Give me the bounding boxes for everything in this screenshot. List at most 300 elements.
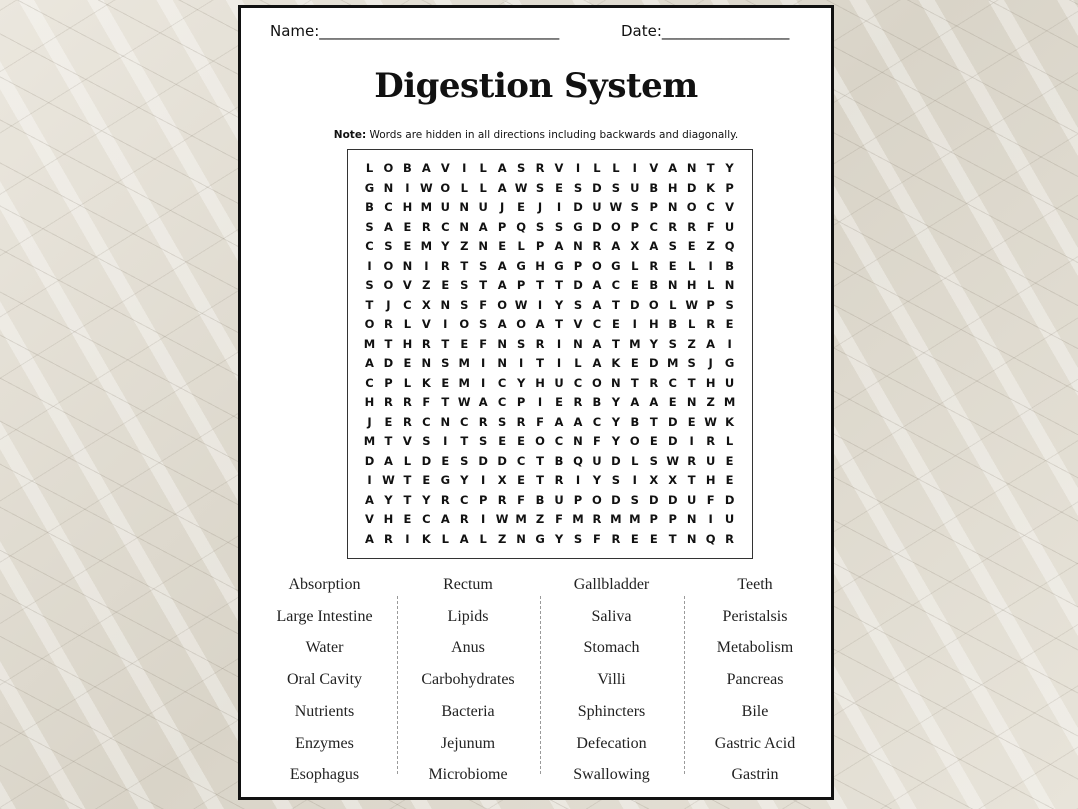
grid-letter: S bbox=[479, 258, 488, 273]
grid-letter: E bbox=[725, 473, 734, 487]
grid-letter: R bbox=[649, 258, 659, 273]
word-list-item: Defecation bbox=[576, 734, 647, 752]
grid-letter: T bbox=[441, 336, 450, 351]
grid-letter: H bbox=[402, 336, 413, 351]
grid-letter: Y bbox=[554, 531, 564, 546]
grid-letter: D bbox=[649, 356, 659, 370]
grid-letter: A bbox=[365, 356, 374, 370]
date-field: Date:_________________ bbox=[621, 22, 790, 40]
grid-letter: E bbox=[687, 414, 696, 429]
grid-letter: F bbox=[422, 395, 431, 409]
grid-row bbox=[348, 510, 752, 530]
grid-letter: L bbox=[593, 161, 601, 175]
grid-letter: I bbox=[632, 317, 637, 331]
grid-letter: C bbox=[573, 375, 583, 390]
grid-letter: E bbox=[725, 453, 734, 468]
grid-letter: Q bbox=[724, 239, 735, 253]
grid-letter: V bbox=[365, 512, 374, 526]
grid-letter: T bbox=[460, 434, 469, 448]
grid-letter: I bbox=[405, 531, 410, 546]
grid-letter: S bbox=[535, 180, 545, 195]
grid-letter: L bbox=[725, 434, 734, 448]
grid-letter: Y bbox=[441, 239, 450, 253]
grid-letter: M bbox=[363, 434, 376, 448]
name-field: Name:________________________________ bbox=[270, 22, 560, 40]
grid-letter: G bbox=[573, 219, 583, 234]
grid-letter: E bbox=[517, 434, 526, 448]
grid-letter: V bbox=[402, 278, 412, 292]
grid-letter: H bbox=[383, 512, 394, 526]
grid-letter: P bbox=[573, 492, 583, 507]
grid-letter: L bbox=[365, 161, 374, 175]
grid-letter: Y bbox=[554, 297, 564, 312]
grid-letter: M bbox=[572, 512, 584, 526]
word-list-item: Swallowing bbox=[573, 766, 650, 784]
grid-letter: G bbox=[554, 258, 564, 273]
grid-letter: N bbox=[686, 531, 697, 546]
grid-letter: X bbox=[497, 473, 507, 487]
grid-letter: I bbox=[556, 356, 562, 370]
grid-letter: T bbox=[687, 375, 696, 390]
grid-row bbox=[348, 374, 752, 394]
grid-letter: N bbox=[440, 414, 451, 429]
grid-letter: A bbox=[497, 258, 507, 273]
grid-letter: N bbox=[686, 161, 697, 175]
grid-letter: D bbox=[630, 297, 640, 312]
grid-letter: R bbox=[440, 258, 450, 273]
grid-letter: N bbox=[573, 239, 583, 253]
grid-letter: N bbox=[497, 336, 507, 351]
grid-letter: I bbox=[443, 317, 448, 331]
grid-letter: M bbox=[420, 200, 433, 214]
grid-letter: F bbox=[536, 414, 544, 429]
grid-letter: W bbox=[457, 395, 471, 409]
word-list-item: Bacteria bbox=[441, 702, 495, 720]
grid-letter: O bbox=[383, 258, 394, 273]
grid-letter: G bbox=[516, 258, 526, 273]
grid-letter: N bbox=[421, 356, 432, 370]
grid-letter: L bbox=[688, 317, 696, 331]
grid-letter: Y bbox=[516, 375, 526, 390]
grid-letter: C bbox=[384, 200, 393, 214]
grid-letter: S bbox=[479, 317, 488, 331]
grid-letter: C bbox=[611, 278, 621, 292]
grid-letter: C bbox=[592, 317, 602, 331]
grid-letter: C bbox=[460, 414, 469, 429]
grid-letter: K bbox=[421, 531, 431, 546]
grid-letter: N bbox=[611, 375, 621, 390]
grid-letter: T bbox=[403, 473, 412, 487]
grid-letter: A bbox=[630, 395, 640, 409]
grid-letter: I bbox=[481, 473, 486, 487]
grid-letter: W bbox=[685, 297, 699, 312]
grid-letter: S bbox=[630, 492, 639, 507]
grid-letter: P bbox=[573, 258, 583, 273]
grid-letter: T bbox=[555, 278, 563, 292]
grid-letter: R bbox=[592, 512, 602, 526]
grid-letter: I bbox=[367, 258, 372, 273]
grid-letter: B bbox=[554, 453, 564, 468]
column-divider bbox=[397, 596, 398, 774]
grid-letter: R bbox=[554, 473, 564, 487]
grid-letter: Q bbox=[705, 531, 716, 546]
word-list-item: Nutrients bbox=[294, 702, 355, 720]
grid-letter: S bbox=[725, 297, 734, 312]
grid-letter: L bbox=[403, 375, 412, 390]
grid-letter: S bbox=[573, 180, 583, 195]
grid-row bbox=[348, 432, 752, 452]
grid-letter: B bbox=[649, 278, 659, 292]
grid-letter: O bbox=[383, 161, 394, 175]
grid-letter: T bbox=[384, 336, 393, 351]
grid-letter: O bbox=[535, 434, 545, 448]
grid-letter: S bbox=[516, 336, 526, 351]
grid-letter: O bbox=[592, 258, 602, 273]
grid-letter: T bbox=[441, 395, 450, 409]
grid-letter: F bbox=[706, 492, 715, 507]
grid-letter: B bbox=[668, 317, 678, 331]
grid-letter: I bbox=[443, 434, 448, 448]
grid-letter: A bbox=[440, 512, 450, 526]
grid-letter: I bbox=[632, 473, 637, 487]
grid-letter: A bbox=[649, 239, 659, 253]
grid-letter: R bbox=[611, 531, 621, 546]
grid-letter: D bbox=[421, 453, 432, 468]
grid-letter: H bbox=[648, 317, 659, 331]
word-column bbox=[253, 576, 396, 786]
grid-letter: D bbox=[592, 219, 602, 234]
grid-letter: O bbox=[459, 317, 470, 331]
note-text: Words are hidden in all directions including backwards and diagonally. bbox=[366, 129, 739, 141]
grid-letter: R bbox=[668, 219, 678, 234]
grid-letter: Y bbox=[460, 473, 469, 487]
grid-row bbox=[348, 257, 752, 277]
grid-letter: F bbox=[479, 336, 488, 351]
grid-letter: A bbox=[421, 161, 431, 175]
grid-letter: E bbox=[555, 395, 563, 409]
grid-letter: M bbox=[458, 356, 470, 370]
grid-letter: L bbox=[574, 356, 582, 370]
grid-letter: R bbox=[592, 239, 602, 253]
grid-letter: C bbox=[422, 414, 431, 429]
grid-letter: L bbox=[517, 239, 525, 253]
grid-letter: R bbox=[402, 414, 412, 429]
grid-letter: E bbox=[630, 278, 639, 292]
grid-letter: I bbox=[367, 473, 372, 487]
grid-letter: T bbox=[479, 278, 488, 292]
word-list-item: Esophagus bbox=[289, 766, 360, 784]
grid-letter: Z bbox=[497, 531, 507, 546]
grid-letter: E bbox=[384, 414, 393, 429]
grid-letter: W bbox=[704, 414, 717, 429]
grid-letter: S bbox=[630, 200, 639, 214]
grid-letter: R bbox=[459, 512, 469, 526]
grid-letter: C bbox=[668, 375, 677, 390]
grid-letter: U bbox=[687, 492, 697, 507]
grid-letter: N bbox=[478, 239, 488, 253]
grid-letter: P bbox=[725, 180, 734, 195]
grid-letter: D bbox=[364, 453, 375, 468]
grid-letter: X bbox=[421, 297, 431, 312]
grid-letter: A bbox=[554, 239, 564, 253]
grid-letter: E bbox=[517, 473, 526, 487]
grid-letter: E bbox=[649, 434, 658, 448]
grid-letter: Q bbox=[573, 453, 583, 468]
grid-letter: H bbox=[402, 200, 413, 214]
grid-letter: N bbox=[686, 395, 697, 409]
grid-letter: F bbox=[592, 434, 601, 448]
grid-letter: R bbox=[649, 375, 659, 390]
grid-letter: B bbox=[365, 200, 374, 214]
word-list-item: Jejunum bbox=[440, 734, 496, 752]
grid-letter: C bbox=[422, 512, 431, 526]
grid-letter: E bbox=[498, 434, 507, 448]
grid-letter: S bbox=[535, 219, 545, 234]
grid-letter: U bbox=[554, 492, 564, 507]
grid-letter: L bbox=[479, 531, 487, 546]
word-list-item: Rectum bbox=[443, 576, 493, 593]
grid-letter: I bbox=[481, 356, 486, 370]
grid-letter: H bbox=[535, 258, 545, 273]
grid-letter: F bbox=[479, 297, 488, 312]
grid-letter: G bbox=[364, 180, 375, 195]
grid-letter: I bbox=[518, 356, 524, 370]
grid-letter: I bbox=[405, 180, 410, 195]
grid-letter: A bbox=[611, 239, 621, 253]
column-divider bbox=[684, 596, 685, 774]
grid-letter: A bbox=[668, 161, 678, 175]
grid-letter: N bbox=[667, 200, 678, 214]
grid-letter: T bbox=[630, 375, 639, 390]
grid-letter: A bbox=[497, 180, 507, 195]
grid-letter: W bbox=[514, 297, 528, 312]
grid-letter: S bbox=[365, 278, 374, 292]
grid-letter: A bbox=[365, 492, 374, 507]
grid-letter: N bbox=[440, 297, 451, 312]
grid-letter: R bbox=[687, 219, 697, 234]
grid-row bbox=[348, 159, 752, 179]
grid-letter: T bbox=[365, 297, 374, 312]
grid-letter: A bbox=[592, 297, 602, 312]
grid-letter: G bbox=[611, 258, 621, 273]
grid-letter: J bbox=[500, 200, 505, 214]
grid-letter: A bbox=[535, 317, 545, 331]
grid-letter: D bbox=[497, 453, 507, 468]
grid-letter: O bbox=[516, 317, 526, 331]
word-list-item: Saliva bbox=[591, 607, 632, 625]
grid-letter: V bbox=[573, 317, 583, 331]
grid-letter: S bbox=[516, 161, 526, 175]
grid-letter: N bbox=[459, 200, 470, 214]
grid-letter: F bbox=[592, 531, 601, 546]
grid-letter: S bbox=[460, 453, 469, 468]
page-title: Digestion System bbox=[374, 66, 698, 106]
grid-letter: D bbox=[611, 453, 621, 468]
grid-letter: C bbox=[365, 239, 374, 253]
grid-letter: N bbox=[724, 278, 735, 292]
word-column bbox=[684, 576, 827, 786]
grid-letter: N bbox=[573, 336, 583, 351]
grid-letter: U bbox=[440, 200, 450, 214]
grid-letter: E bbox=[403, 219, 412, 234]
grid-letter: E bbox=[441, 278, 450, 292]
grid-letter: C bbox=[554, 434, 564, 448]
grid-row bbox=[348, 491, 752, 511]
grid-letter: O bbox=[686, 200, 697, 214]
grid-letter: D bbox=[667, 434, 678, 448]
grid-letter: T bbox=[611, 336, 620, 351]
grid-letter: C bbox=[497, 395, 507, 409]
grid-letter: M bbox=[420, 239, 433, 253]
grid-letter: P bbox=[384, 375, 393, 390]
grid-letter: R bbox=[706, 317, 716, 331]
word-list-item: Pancreas bbox=[726, 671, 784, 689]
grid-letter: H bbox=[705, 375, 716, 390]
grid-letter: A bbox=[497, 317, 507, 331]
grid-letter: E bbox=[630, 356, 639, 370]
grid-letter: E bbox=[649, 531, 658, 546]
grid-letter: S bbox=[573, 531, 583, 546]
grid-letter: B bbox=[649, 180, 659, 195]
grid-letter: O bbox=[497, 297, 508, 312]
grid-letter: A bbox=[554, 414, 564, 429]
grid-letter: R bbox=[535, 161, 545, 175]
grid-letter: T bbox=[668, 531, 677, 546]
grid-letter: O bbox=[629, 434, 640, 448]
word-list-item: Gallbladder bbox=[573, 576, 650, 593]
grid-row bbox=[348, 413, 752, 433]
grid-letter: I bbox=[556, 336, 562, 351]
grid-letter: I bbox=[727, 336, 732, 351]
grid-letter: A bbox=[592, 356, 602, 370]
grid-letter: A bbox=[592, 336, 602, 351]
grid-row bbox=[348, 471, 752, 491]
letter-grid bbox=[347, 149, 753, 559]
grid-letter: A bbox=[365, 531, 374, 546]
grid-letter: C bbox=[516, 453, 526, 468]
grid-letter: W bbox=[419, 180, 433, 195]
grid-letter: P bbox=[706, 297, 715, 312]
grid-letter: R bbox=[478, 414, 488, 429]
grid-letter: G bbox=[440, 473, 451, 487]
grid-letter: B bbox=[592, 395, 602, 409]
grid-letter: L bbox=[441, 531, 449, 546]
word-list-item: Enzymes bbox=[295, 734, 354, 752]
grid-letter: S bbox=[611, 473, 621, 487]
grid-letter: P bbox=[630, 219, 640, 234]
grid-letter: L bbox=[669, 297, 677, 312]
word-list-item: Lipids bbox=[447, 607, 489, 625]
grid-letter: L bbox=[706, 278, 715, 292]
grid-letter: M bbox=[458, 375, 470, 390]
word-list-item: Stomach bbox=[583, 639, 640, 657]
grid-letter: V bbox=[421, 317, 431, 331]
grid-letter: I bbox=[462, 161, 467, 175]
grid-letter: T bbox=[687, 473, 696, 487]
grid-letter: S bbox=[422, 434, 431, 448]
grid-row bbox=[348, 218, 752, 238]
grid-letter: V bbox=[554, 161, 564, 175]
grid-letter: U bbox=[592, 453, 602, 468]
grid-letter: U bbox=[724, 512, 735, 526]
grid-letter: I bbox=[632, 161, 637, 175]
grid-letter: U bbox=[630, 180, 640, 195]
grid-letter: N bbox=[402, 258, 413, 273]
grid-letter: L bbox=[403, 317, 412, 331]
grid-letter: S bbox=[498, 414, 507, 429]
word-list-item: Microbiome bbox=[428, 766, 508, 784]
grid-row bbox=[348, 452, 752, 472]
grid-letter: L bbox=[479, 180, 487, 195]
grid-letter: O bbox=[592, 375, 602, 390]
grid-letter: E bbox=[668, 258, 677, 273]
grid-letter: S bbox=[460, 297, 469, 312]
grid-letter: A bbox=[383, 453, 393, 468]
grid-letter: D bbox=[724, 492, 735, 507]
word-list-item: Peristalsis bbox=[722, 607, 788, 625]
grid-letter: I bbox=[689, 434, 694, 448]
grid-letter: L bbox=[403, 453, 412, 468]
grid-letter: Y bbox=[611, 414, 621, 429]
grid-letter: D bbox=[649, 492, 659, 507]
grid-letter: P bbox=[535, 239, 545, 253]
grid-letter: U bbox=[592, 200, 602, 214]
grid-letter: Y bbox=[592, 473, 602, 487]
word-list-item: Teeth bbox=[737, 576, 773, 593]
grid-letter: T bbox=[536, 356, 544, 370]
grid-letter: P bbox=[649, 512, 658, 526]
grid-letter: O bbox=[440, 180, 451, 195]
grid-letter: R bbox=[402, 395, 412, 409]
grid-letter: T bbox=[536, 453, 544, 468]
grid-letter: L bbox=[612, 161, 620, 175]
grid-letter: I bbox=[708, 512, 713, 526]
grid-letter: P bbox=[668, 512, 677, 526]
grid-letter: C bbox=[592, 414, 602, 429]
word-list-item: Carbohydrates bbox=[421, 671, 515, 689]
grid-letter: U bbox=[478, 200, 488, 214]
grid-letter: Q bbox=[516, 219, 526, 234]
grid-letter: M bbox=[363, 336, 376, 351]
grid-letter: I bbox=[424, 258, 429, 273]
grid-letter: C bbox=[497, 375, 507, 390]
grid-letter: E bbox=[630, 531, 639, 546]
grid-letter: K bbox=[611, 356, 621, 370]
grid-letter: I bbox=[575, 161, 581, 175]
grid-letter: O bbox=[648, 297, 659, 312]
grid-row bbox=[348, 354, 752, 374]
grid-letter: C bbox=[706, 200, 715, 214]
grid-letter: V bbox=[725, 200, 735, 214]
grid-letter: S bbox=[365, 219, 374, 234]
grid-letter: E bbox=[611, 317, 620, 331]
grid-letter: D bbox=[383, 356, 394, 370]
grid-letter: F bbox=[555, 512, 563, 526]
grid-letter: A bbox=[459, 531, 469, 546]
grid-letter: G bbox=[724, 356, 735, 370]
grid-letter: R bbox=[516, 414, 526, 429]
grid-letter: I bbox=[481, 375, 486, 390]
grid-letter: K bbox=[706, 180, 716, 195]
grid-letter: D bbox=[667, 492, 678, 507]
grid-letter: R bbox=[421, 336, 431, 351]
grid-letter: S bbox=[668, 336, 677, 351]
word-column bbox=[540, 576, 683, 786]
grid-letter: R bbox=[440, 492, 450, 507]
grid-letter: W bbox=[666, 453, 680, 468]
grid-letter: E bbox=[403, 512, 412, 526]
grid-letter: R bbox=[573, 395, 583, 409]
